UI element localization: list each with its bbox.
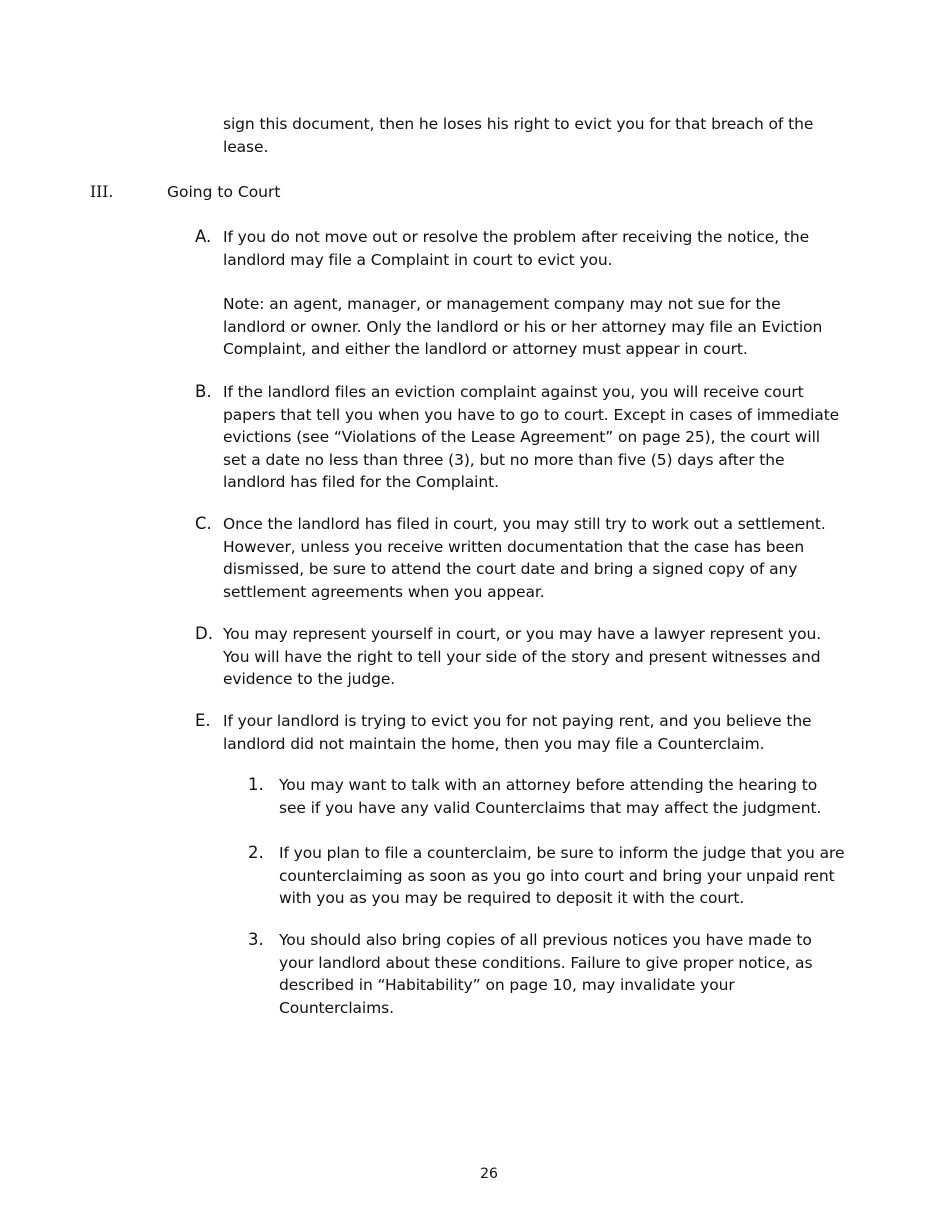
continuation-paragraph: sign this document, then he loses his right to evict you for that breach of the lease. [223, 115, 814, 156]
item-c-marker: C. [195, 514, 212, 533]
item-b-text: If the landlord files an eviction complaint against you, you will receive court papers that tell you when you have to go to court. Except in cases of immediate evictions (see “Violations of the Lease Agreement” on page 25), the court will set a date no less than three (3), but no more than five (5) days after the landlord has filed for the Complaint. [223, 383, 840, 491]
subitem-2-marker: 2. [248, 843, 264, 862]
item-a-marker: A. [195, 227, 212, 246]
item-c-text: Once the landlord has filed in court, you may still try to work out a settlement. However, unless you receive written documentation that the case has been dismissed, be sure to attend the court date and bring a signed copy of any settlement agreements when you appear. [223, 515, 826, 601]
subitem-2-text: If you plan to file a counterclaim, be sure to inform the judge that you are counterclaiming as soon as you go into court and bring your unpaid rent with you as you may be required to deposit it with the court. [279, 844, 845, 907]
section-heading: Going to Court [167, 183, 281, 201]
item-b-marker: B. [195, 382, 212, 401]
section-numeral: III. [90, 183, 114, 201]
item-d-text: You may represent yourself in court, or you may have a lawyer represent you. You will have the right to tell your side of the story and present witnesses and evidence to the judge. [223, 625, 822, 688]
subitem-1-marker: 1. [248, 775, 264, 794]
item-a-note: Note: an agent, manager, or management company may not sue for the landlord or owner. Only the landlord or his or her attorney may file an Eviction Complaint, and either the landlord or attorney must appear in court. [223, 295, 823, 358]
item-d-marker: D. [195, 624, 213, 643]
subitem-1-text: You may want to talk with an attorney before attending the hearing to see if you have any valid Counterclaims that may affect the judgment. [279, 776, 822, 817]
item-e-marker: E. [195, 711, 211, 730]
subitem-3-marker: 3. [248, 930, 264, 949]
item-a-text: If you do not move out or resolve the problem after receiving the notice, the landlord may file a Complaint in court to evict you. [223, 228, 810, 269]
item-e-text: If your landlord is trying to evict you for not paying rent, and you believe the landlord did not maintain the home, then you may file a Counterclaim. [223, 712, 812, 753]
page-number: 26 [480, 1166, 498, 1182]
subitem-3-text: You should also bring copies of all previous notices you have made to your landlord about these conditions. Failure to give proper notice, as described in “Habitability” on page 10, may invalidate your Counterclaims. [279, 931, 813, 1017]
